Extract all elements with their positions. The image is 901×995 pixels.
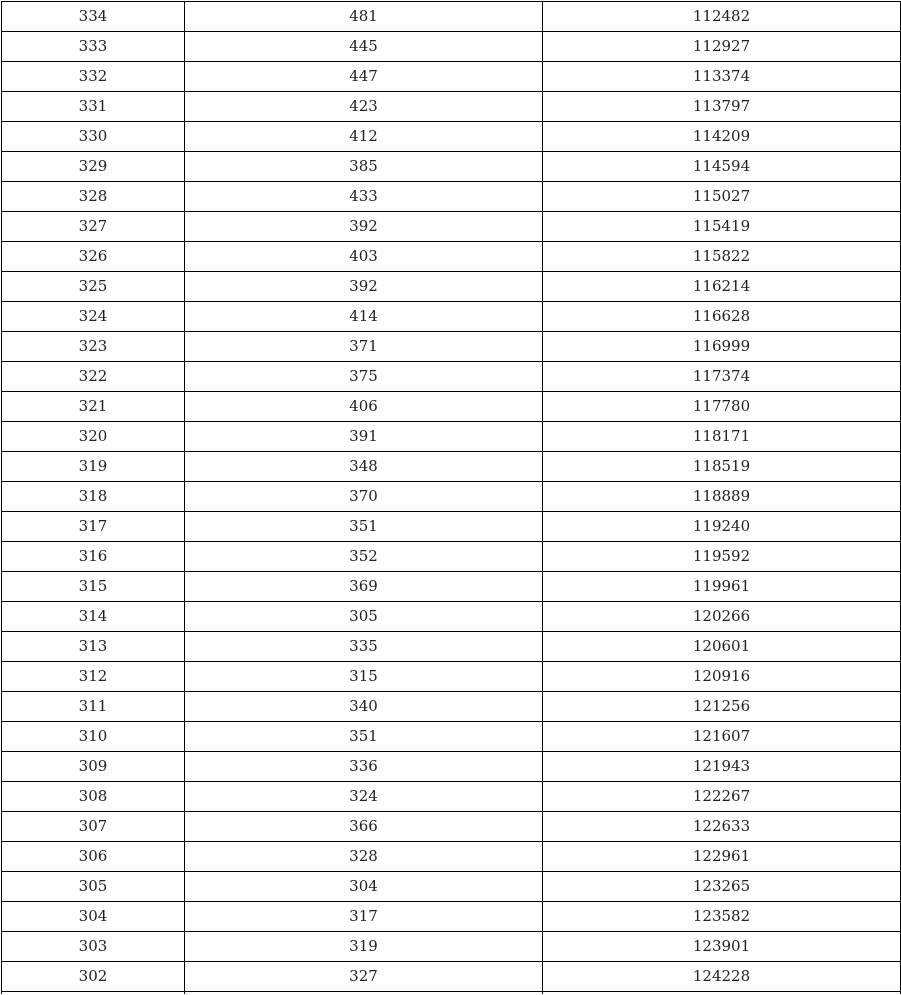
table-row — [2, 92, 901, 122]
table-cell-partial — [185, 992, 543, 995]
cumulative-cell: 116628 — [543, 302, 901, 332]
cumulative-cell: 119592 — [543, 542, 901, 572]
cumulative-cell: 117374 — [543, 362, 901, 392]
table-row — [2, 152, 901, 182]
cumulative-cell: 120916 — [543, 662, 901, 692]
cumulative-cell: 120601 — [543, 632, 901, 662]
score-cell: 306 — [2, 842, 185, 872]
cumulative-cell: 122267 — [543, 782, 901, 812]
cumulative-cell: 123901 — [543, 932, 901, 962]
table-row — [2, 902, 901, 932]
table-row — [2, 722, 901, 752]
table-row — [2, 122, 901, 152]
count-cell: 423 — [185, 92, 543, 122]
score-cell: 311 — [2, 692, 185, 722]
cumulative-cell: 120266 — [543, 602, 901, 632]
cumulative-cell: 122961 — [543, 842, 901, 872]
count-cell: 392 — [185, 272, 543, 302]
cumulative-cell: 121607 — [543, 722, 901, 752]
table-row — [2, 2, 901, 32]
count-cell: 445 — [185, 32, 543, 62]
score-cell: 325 — [2, 272, 185, 302]
table-row — [2, 752, 901, 782]
score-cell: 334 — [2, 2, 185, 32]
score-cell: 320 — [2, 422, 185, 452]
score-cell: 333 — [2, 32, 185, 62]
table-row — [2, 242, 901, 272]
count-cell: 319 — [185, 932, 543, 962]
table-row — [2, 482, 901, 512]
table-row — [2, 302, 901, 332]
score-cell: 308 — [2, 782, 185, 812]
cumulative-cell: 114209 — [543, 122, 901, 152]
table-cell-partial — [543, 992, 901, 995]
score-cell: 309 — [2, 752, 185, 782]
cumulative-cell: 115822 — [543, 242, 901, 272]
score-cell: 303 — [2, 932, 185, 962]
score-cell: 315 — [2, 572, 185, 602]
table-row — [2, 962, 901, 992]
table-row — [2, 542, 901, 572]
score-cell: 330 — [2, 122, 185, 152]
table-row — [2, 212, 901, 242]
count-cell: 351 — [185, 722, 543, 752]
count-cell: 403 — [185, 242, 543, 272]
score-cell: 319 — [2, 452, 185, 482]
count-cell: 375 — [185, 362, 543, 392]
cumulative-cell: 124228 — [543, 962, 901, 992]
score-cell: 310 — [2, 722, 185, 752]
count-cell: 327 — [185, 962, 543, 992]
cumulative-cell: 118171 — [543, 422, 901, 452]
count-cell: 412 — [185, 122, 543, 152]
cumulative-cell: 121943 — [543, 752, 901, 782]
count-cell: 324 — [185, 782, 543, 812]
score-cell: 316 — [2, 542, 185, 572]
table-body — [2, 2, 901, 995]
count-cell: 304 — [185, 872, 543, 902]
table-row — [2, 392, 901, 422]
score-cell: 314 — [2, 602, 185, 632]
score-cell: 328 — [2, 182, 185, 212]
cumulative-cell: 119961 — [543, 572, 901, 602]
count-cell: 391 — [185, 422, 543, 452]
table-row — [2, 782, 901, 812]
count-cell: 340 — [185, 692, 543, 722]
count-cell: 447 — [185, 62, 543, 92]
score-cell: 326 — [2, 242, 185, 272]
table-row — [2, 62, 901, 92]
table-row — [2, 662, 901, 692]
count-cell: 317 — [185, 902, 543, 932]
score-cell: 312 — [2, 662, 185, 692]
cumulative-cell: 118889 — [543, 482, 901, 512]
count-cell: 370 — [185, 482, 543, 512]
count-cell: 328 — [185, 842, 543, 872]
score-cell: 321 — [2, 392, 185, 422]
cumulative-cell: 121256 — [543, 692, 901, 722]
count-cell: 369 — [185, 572, 543, 602]
table-row — [2, 182, 901, 212]
cumulative-cell: 123582 — [543, 902, 901, 932]
table-row — [2, 692, 901, 722]
count-cell: 335 — [185, 632, 543, 662]
count-cell: 406 — [185, 392, 543, 422]
count-cell: 336 — [185, 752, 543, 782]
cumulative-cell: 119240 — [543, 512, 901, 542]
count-cell: 481 — [185, 2, 543, 32]
cumulative-cell: 116999 — [543, 332, 901, 362]
cumulative-cell: 113797 — [543, 92, 901, 122]
count-cell: 371 — [185, 332, 543, 362]
table-row — [2, 812, 901, 842]
score-distribution-table — [1, 1, 901, 994]
cumulative-cell: 112927 — [543, 32, 901, 62]
score-cell: 318 — [2, 482, 185, 512]
score-table-container — [1, 1, 900, 994]
table-row — [2, 842, 901, 872]
cumulative-cell: 114594 — [543, 152, 901, 182]
score-cell: 331 — [2, 92, 185, 122]
table-row — [2, 362, 901, 392]
cumulative-cell: 118519 — [543, 452, 901, 482]
count-cell: 315 — [185, 662, 543, 692]
cumulative-cell: 122633 — [543, 812, 901, 842]
table-row — [2, 452, 901, 482]
table-row — [2, 32, 901, 62]
count-cell: 385 — [185, 152, 543, 182]
score-cell: 317 — [2, 512, 185, 542]
score-cell: 324 — [2, 302, 185, 332]
table-row-partial — [2, 992, 901, 995]
cumulative-cell: 113374 — [543, 62, 901, 92]
table-row — [2, 422, 901, 452]
table-row — [2, 272, 901, 302]
score-cell: 307 — [2, 812, 185, 842]
count-cell: 305 — [185, 602, 543, 632]
score-cell: 322 — [2, 362, 185, 392]
table-row — [2, 602, 901, 632]
cumulative-cell: 115027 — [543, 182, 901, 212]
table-row — [2, 512, 901, 542]
table-row — [2, 332, 901, 362]
score-cell: 323 — [2, 332, 185, 362]
score-cell: 329 — [2, 152, 185, 182]
count-cell: 433 — [185, 182, 543, 212]
table-row — [2, 632, 901, 662]
count-cell: 348 — [185, 452, 543, 482]
table-cell-partial — [2, 992, 185, 995]
count-cell: 351 — [185, 512, 543, 542]
score-cell: 304 — [2, 902, 185, 932]
cumulative-cell: 123265 — [543, 872, 901, 902]
count-cell: 414 — [185, 302, 543, 332]
count-cell: 352 — [185, 542, 543, 572]
count-cell: 392 — [185, 212, 543, 242]
table-row — [2, 932, 901, 962]
score-cell: 332 — [2, 62, 185, 92]
cumulative-cell: 115419 — [543, 212, 901, 242]
score-cell: 327 — [2, 212, 185, 242]
cumulative-cell: 116214 — [543, 272, 901, 302]
table-row — [2, 572, 901, 602]
table-row — [2, 872, 901, 902]
count-cell: 366 — [185, 812, 543, 842]
cumulative-cell: 117780 — [543, 392, 901, 422]
score-cell: 305 — [2, 872, 185, 902]
cumulative-cell: 112482 — [543, 2, 901, 32]
score-cell: 313 — [2, 632, 185, 662]
score-cell: 302 — [2, 962, 185, 992]
